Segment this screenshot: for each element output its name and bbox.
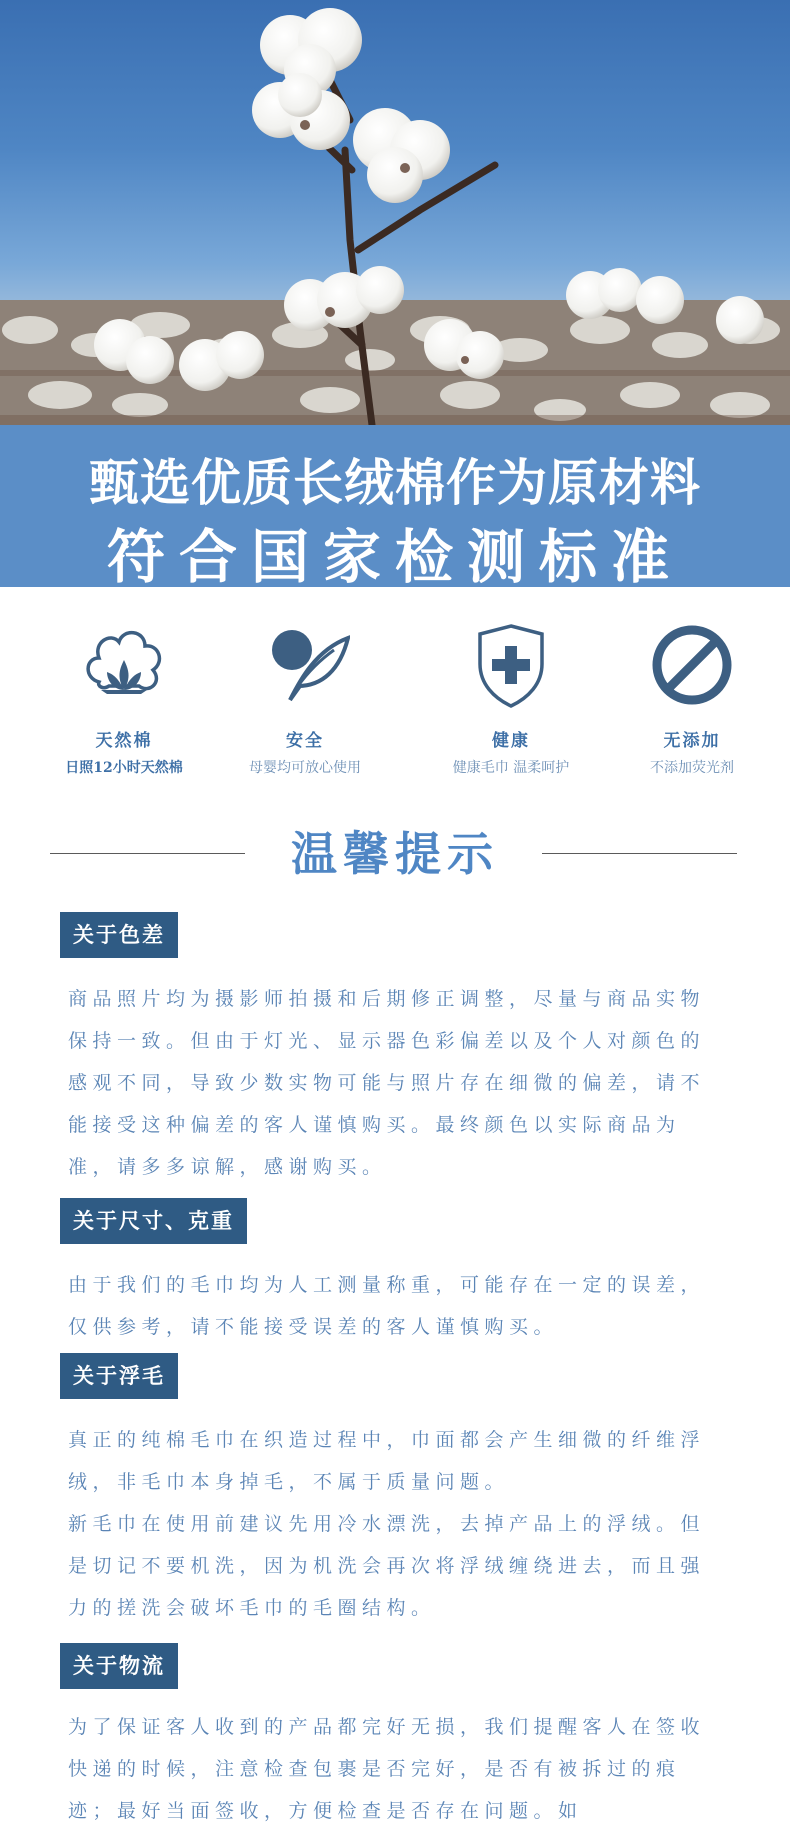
section-tag-lint: 关于浮毛 — [60, 1353, 178, 1399]
section-tag-color-difference: 关于色差 — [60, 912, 178, 958]
section-paragraph: 商品照片均为摄影师拍摄和后期修正调整，尽量与商品实物保持一致。但由于灯光、显示器色彩偏差以及个人对颜色的感观不同，导致少数实物可能与照片存在细微的偏差，请不能接受这种偏差的客人谨慎购买。最终颜色以实际商品为准，请多多谅解，感谢购买。 — [68, 988, 706, 1178]
section-paragraph: 新毛巾在使用前建议先用冷水漂洗，去掉产品上的浮绒。但是切记不要机洗，因为机洗会再次将浮绒缠绕进去，而且强力的搓洗会破坏毛巾的毛圈结构。 — [68, 1513, 706, 1619]
feature-healthy — [411, 620, 611, 777]
feature-subtitle: 母婴均可放心使用 — [249, 760, 361, 776]
feature-subtitle: 不添加荧光剂 — [650, 760, 734, 776]
shield-plus-icon — [466, 620, 556, 710]
leaf-icon — [260, 620, 350, 710]
section-paragraph: 真正的纯棉毛巾在织造过程中，巾面都会产生细微的纤维浮绒，非毛巾本身掉毛，不属于质量问题。 — [68, 1429, 706, 1493]
tips-title: 温馨提示 — [291, 827, 499, 881]
cotton-icon — [79, 620, 169, 710]
tips-header — [0, 818, 790, 888]
section-paragraph: 为了保证客人收到的产品都完好无损，我们提醒客人在签收快递的时候，注意检查包裹是否完好，是否有被拆过的痕迹；最好当面签收，方便检查是否存在问题。如 — [68, 1716, 706, 1822]
section-tag-logistics: 关于物流 — [60, 1643, 178, 1689]
feature-safe — [205, 620, 405, 777]
feature-title: 健康 — [492, 731, 530, 751]
feature-row — [0, 620, 790, 780]
section-paragraph: 由于我们的毛巾均为人工测量称重，可能存在一定的误差，仅供参考，请不能接受误差的客人谨慎购买。 — [68, 1274, 706, 1338]
hero-cotton-photo — [0, 0, 790, 425]
feature-title: 天然棉 — [95, 731, 153, 751]
divider-right — [542, 853, 737, 854]
headline-banner — [0, 425, 790, 591]
feature-natural-cotton — [24, 620, 224, 777]
prohibited-icon — [647, 620, 737, 710]
feature-subtitle: 日照12小时天然棉 — [65, 760, 183, 776]
feature-title: 安全 — [286, 731, 324, 751]
feature-no-additives — [592, 620, 790, 777]
banner-headline: 甄选优质长绒棉作为原材料 — [89, 453, 701, 512]
section-tag-size-weight: 关于尺寸、克重 — [60, 1198, 247, 1244]
feature-title: 无添加 — [663, 731, 721, 751]
feature-subtitle: 健康毛巾 温柔呵护 — [452, 760, 570, 776]
cotton-field-illustration — [0, 0, 790, 425]
banner-subheadline: 符合国家检测标准 — [106, 523, 683, 591]
